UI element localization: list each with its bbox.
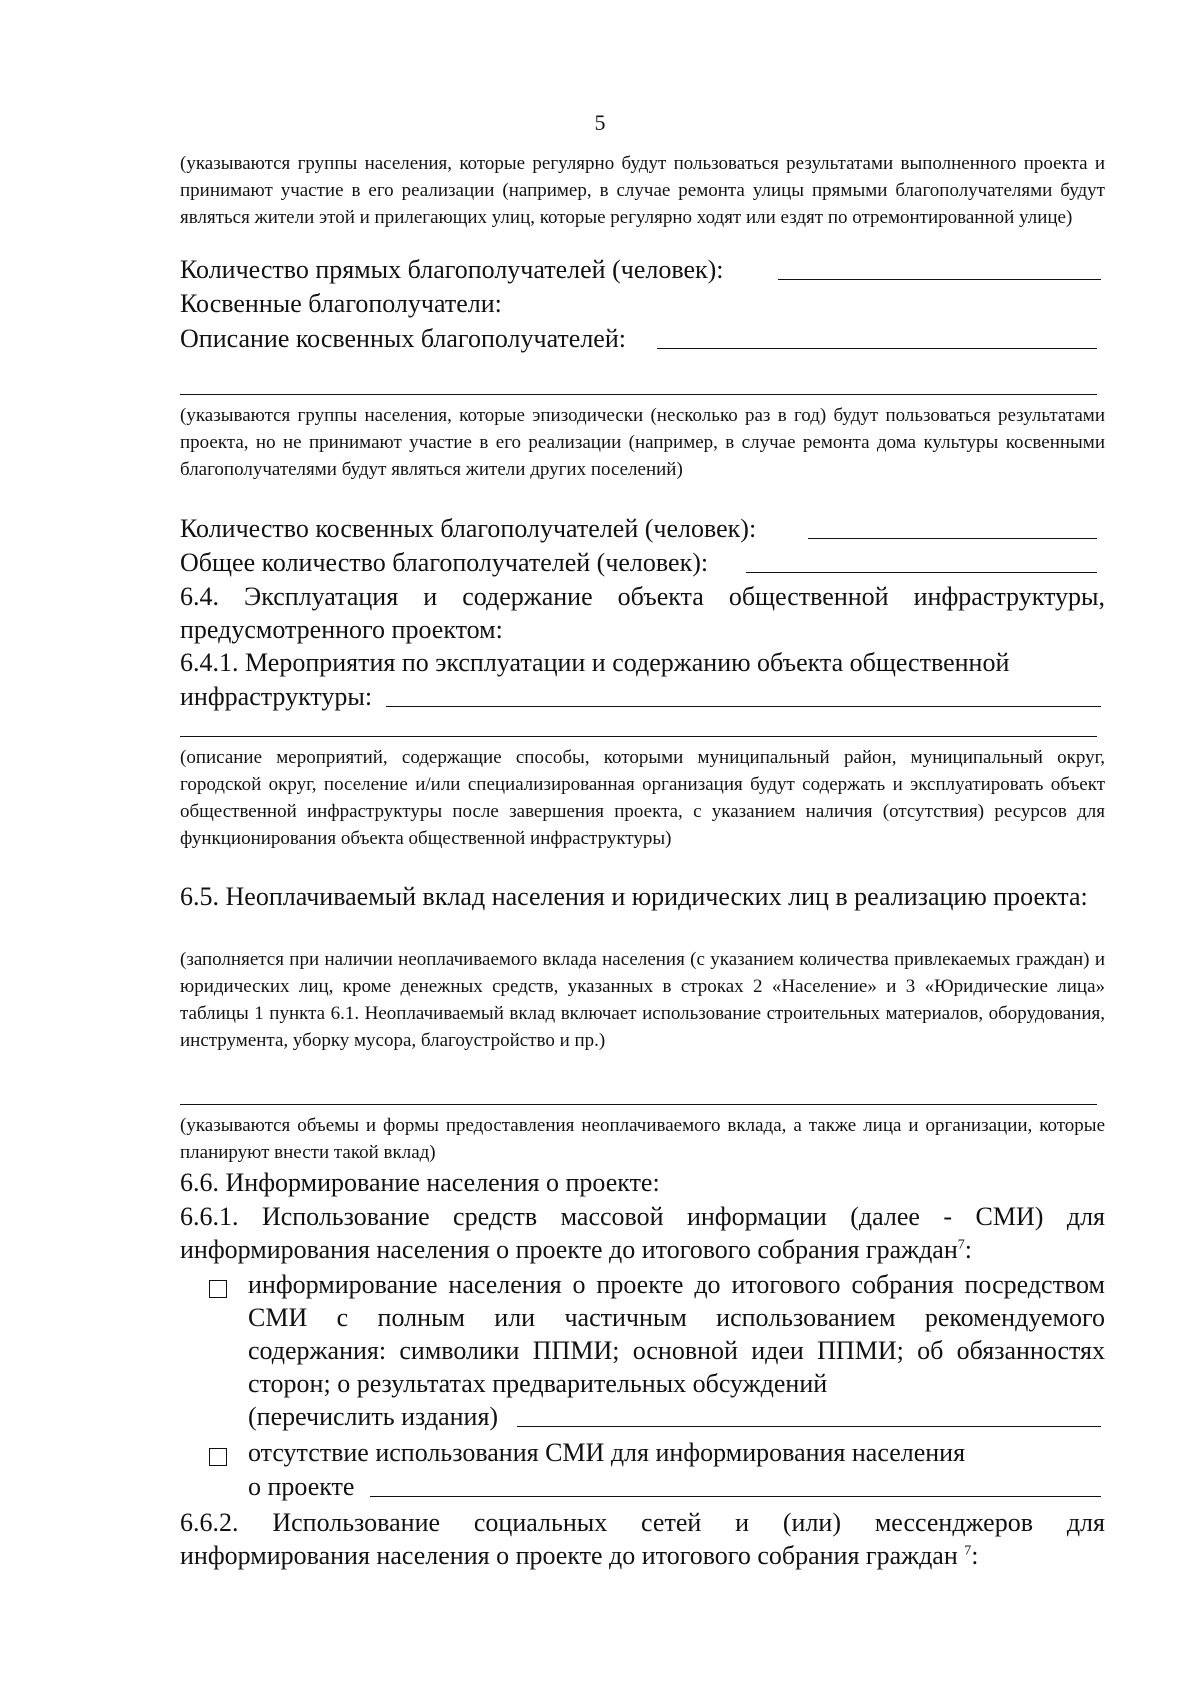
section-6-6-2-title <box>180 1506 1105 1572</box>
section-6-5-field[interactable] <box>180 1104 1097 1105</box>
section-6-4-1-field-line2[interactable] <box>180 736 1097 737</box>
indirect-heading: Косвенные благополучатели: <box>180 289 502 318</box>
indirect-count-field[interactable] <box>808 538 1097 539</box>
section-6-6-1-title <box>180 1200 1105 1266</box>
section-6-6-title: 6.6. Информирование населения о проекте: <box>180 1168 660 1197</box>
total-count-label: Общее количество благополучателей (человек): <box>180 548 709 577</box>
direct-count-label: Количество прямых благополучателей (человек): <box>180 255 724 284</box>
indirect-desc-field-line2[interactable] <box>180 394 1097 395</box>
option1-last: (перечислить издания) <box>248 1402 499 1431</box>
section-6-6-1-text: 6.6.1. Использование средств массовой информации (далее - СМИ) для информирования населения о проекте до итогового собрания граждан <box>180 1202 1105 1264</box>
option2-field[interactable] <box>370 1496 1101 1497</box>
indirect-note: (указываются группы населения, которые эпизодически (несколько раз в год) будут пользоваться результатами проекта, но не принимают участие в его реализации (например, в случае ремонта дома культуры косвенными благополучателями будут являться жители других поселений) <box>180 405 1105 480</box>
section-6-4-1-cont: инфраструктуры: <box>180 682 373 711</box>
footnote-ref-7: 7 <box>957 1237 965 1253</box>
option2-checkbox[interactable] <box>209 1448 227 1466</box>
section-6-5-note: (заполняется при наличии неоплачиваемого вклада населения (с указанием количества привлекаемых граждан) и юридических лиц, кроме денежных средств, указанных в строках 2 «Население» и 3 «Юридические лица» таблицы 1 пункта 6.1. Неоплачиваемый вклад включает использование строительных материалов, оборудования, инструмента, уборку мусора, благоустройство и пр.) <box>180 949 1105 1051</box>
section-6-6-2-text: 6.6.2. Использование социальных сетей и (или) мессенджеров для информирования населения о проекте до итогового собрания граждан <box>180 1508 1105 1570</box>
section-6-4-1-title: 6.4.1. Мероприятия по эксплуатации и содержанию объекта общественной <box>180 648 1010 677</box>
direct-beneficiaries-note: (указываются группы населения, которые регулярно будут пользоваться результатами выполненного проекта и принимают участие в его реализации (например, в случае ремонта улицы прямыми благополучателями будут являться жители этой и прилегающих улиц, которые регулярно ходят или ездят по отремонтированной улице) <box>180 153 1105 228</box>
section-6-5-note2: (указываются объемы и формы предоставления неоплачиваемого вклада, а также лица и организации, которые планируют внести такой вклад) <box>180 1115 1105 1163</box>
section-6-4-1-field[interactable] <box>386 706 1101 707</box>
option1-field[interactable] <box>517 1426 1101 1427</box>
section-6-4-title: 6.4. Эксплуатация и содержание объекта общественной инфраструктуры, предусмотренного проектом: <box>180 582 1105 644</box>
total-count-field[interactable] <box>746 572 1097 573</box>
section-6-6-1-colon: : <box>964 1235 972 1264</box>
section-6-6-2-colon: : <box>971 1541 979 1570</box>
option1-text: информирование населения о проекте до итогового собрания посредством СМИ с полным или частичным использованием рекомендуемого содержания: символики ППМИ; основной идеи ППМИ; об обязанностях сторон; о результатах предварительных обсуждений <box>248 1270 1105 1398</box>
indirect-count-label: Количество косвенных благополучателей (человек): <box>180 514 757 543</box>
option2-last: о проекте <box>248 1472 355 1501</box>
section-6-4-1-note: (описание мероприятий, содержащие способы, которыми муниципальный район, муниципальный округ, городской округ, поселение и/или специализированная организация будут содержать и эксплуатировать объект общественной инфраструктуры после завершения проекта, с указанием наличия (отсутствия) ресурсов для функционирования объекта общественной инфраструктуры) <box>180 747 1105 849</box>
option1-checkbox[interactable] <box>209 1280 227 1298</box>
section-6-5-title: 6.5. Неоплачиваемый вклад населения и юридических лиц в реализацию проекта: <box>180 882 1088 911</box>
indirect-desc-field[interactable] <box>657 348 1097 349</box>
page-number: 5 <box>594 110 606 135</box>
option2-text: отсутствие использования СМИ для информирования населения <box>248 1438 966 1467</box>
footnote-ref-7b: 7 <box>964 1543 972 1559</box>
direct-count-field[interactable] <box>778 279 1101 280</box>
indirect-desc-label: Описание косвенных благополучателей: <box>180 324 626 353</box>
